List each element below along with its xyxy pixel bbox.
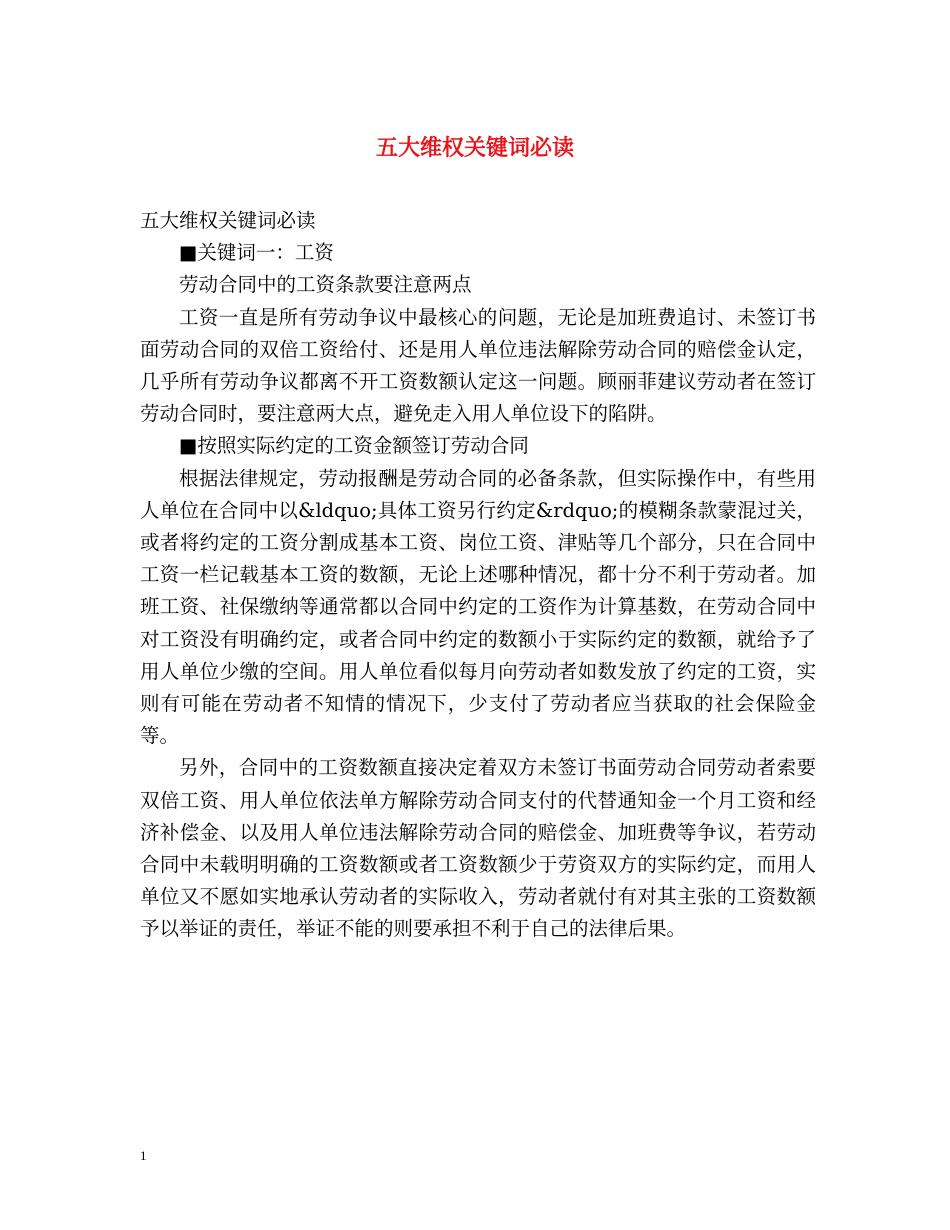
paragraph: 五大维权关键词必读 [140, 209, 316, 232]
page-number: 1 [140, 1148, 147, 1163]
paragraph: 工资一直是所有劳动争议中最核心的问题，无论是加班费追讨、未签订书面劳动合同的双倍工资给付、还是用人单位违法解除劳动合同的赔偿金认定，几乎所有劳动争议都离不开工资数额认定这一问题。顾丽菲建议劳动者在签订劳动合同时，要注意两大点，避免走入用人单位设下的陷阱。 [140, 305, 816, 426]
document-title: 五大维权关键词必读 [375, 136, 574, 161]
paragraph: ■关键词一：工资 [179, 241, 334, 265]
paragraph: 劳动合同中的工资条款要注意两点 [179, 273, 472, 297]
paragraph: 另外，合同中的工资数额直接决定着双方未签订书面劳动合同劳动者索要双倍工资、用人单位依法单方解除劳动合同支付的代替通知金一个月工资和经济补偿金、以及用人单位违法解除劳动合同的赔偿金、加班费等争议，若劳动合同中未载明明确的工资数额或者工资数额少于劳资双方的实际约定，而用人单位又不愿如实地承认劳动者的实际收入，劳动者就付有对其主张的工资数额予以举证的责任，举证不能的则要承担不利于自己的法律后果。 [140, 756, 816, 941]
document-body [140, 205, 816, 946]
paragraph: ■按照实际约定的工资金额签订劳动合同 [179, 434, 529, 458]
paragraph: 根据法律规定，劳动报酬是劳动合同的必备条款，但实际操作中，有些用人单位在合同中以&ldquo;具体工资另行约定&rdquo;的模糊条款蒙混过关，或者将约定的工资分割成基本工资、岗位工资、津贴等几个部分，只在合同中工资一栏记载基本工资的数额，无论上述哪种情况，都十分不利于劳动者。加班工资、社保缴纳等通常都以合同中约定的工资作为计算基数，在劳动合同中对工资没有明确约定，或者合同中约定的数额小于实际约定的数额，就给予了用人单位少缴的空间。用人单位看似每月向劳动者如数发放了约定的工资，实则有可能在劳动者不知情的情况下，少支付了劳动者应当获取的社会保险金等。 [140, 466, 816, 748]
